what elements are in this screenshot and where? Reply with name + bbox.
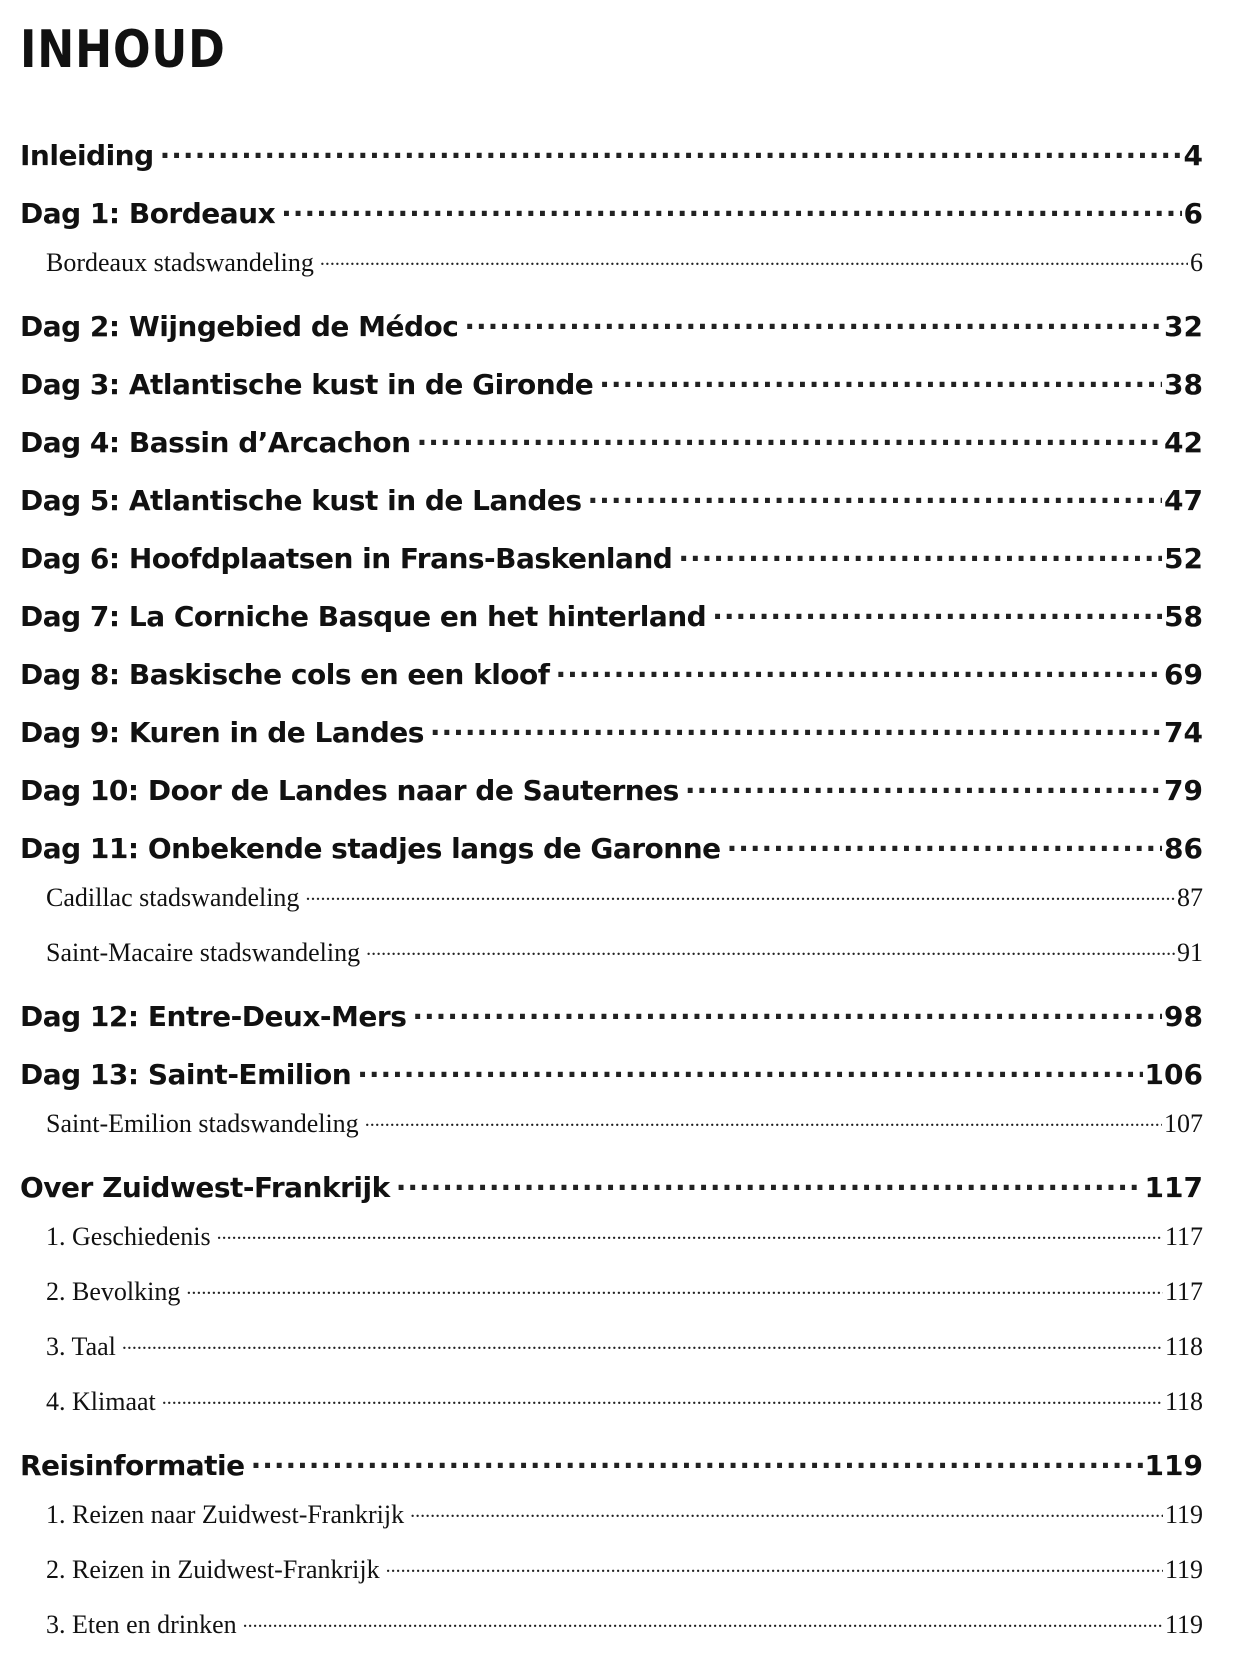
toc-entry-label: Dag 1: Bordeaux: [20, 197, 276, 230]
toc-subentry-taal[interactable]: [20, 1332, 1203, 1387]
toc-entry-reisinformatie[interactable]: [20, 1442, 1203, 1500]
toc-page-number: 119: [1144, 1449, 1203, 1482]
toc-entry-dag-5[interactable]: [20, 477, 1203, 535]
dot-leader: [243, 1610, 1163, 1633]
toc-entry-label: Dag 11: Onbekende stadjes langs de Garonne: [20, 832, 721, 865]
toc-page-number: 119: [1164, 1555, 1203, 1584]
table-of-contents: [20, 132, 1203, 1665]
toc-subentry-saint-macaire-stadswandeling[interactable]: [20, 938, 1203, 993]
toc-entry-label: Over Zuidwest-Frankrijk: [20, 1171, 390, 1204]
toc-entry-inleiding[interactable]: [20, 132, 1203, 190]
toc-entry-label: 3. Taal: [46, 1332, 116, 1361]
dot-leader: [678, 535, 1162, 568]
dot-leader: [160, 132, 1182, 165]
toc-page-number: 98: [1164, 1000, 1203, 1033]
dot-leader: [685, 767, 1162, 800]
toc-subentry-geschiedenis[interactable]: [20, 1222, 1203, 1277]
page-title: INHOUD: [20, 20, 226, 80]
toc-entry-label: 4. Klimaat: [46, 1387, 156, 1416]
toc-entry-dag-10[interactable]: [20, 767, 1203, 825]
toc-entry-label: Bordeaux stadswandeling: [46, 248, 314, 277]
toc-subentry-eten-en-drinken[interactable]: [20, 1610, 1203, 1665]
dot-leader: [365, 1109, 1162, 1132]
toc-page-number: 32: [1164, 310, 1203, 343]
toc-page-number: 86: [1164, 832, 1203, 865]
dot-leader: [305, 883, 1175, 906]
dot-leader: [417, 419, 1162, 452]
toc-page-number: 117: [1144, 1171, 1203, 1204]
dot-leader: [122, 1332, 1163, 1355]
toc-entry-label: Saint-Emilion stadswandeling: [46, 1109, 359, 1138]
toc-subentry-bordeaux-stadswandeling[interactable]: [20, 248, 1203, 303]
toc-entry-dag-12[interactable]: [20, 993, 1203, 1051]
toc-page-number: 6: [1190, 248, 1203, 277]
toc-entry-label: Saint-Macaire stadswandeling: [46, 938, 361, 967]
toc-entry-label: Dag 12: Entre-Deux-Mers: [20, 1000, 407, 1033]
toc-entry-label: Dag 5: Atlantische kust in de Landes: [20, 484, 582, 517]
toc-page-number: 79: [1164, 774, 1203, 807]
toc-entry-label: 2. Bevolking: [46, 1277, 181, 1306]
dot-leader: [162, 1387, 1163, 1410]
toc-entry-over-zuidwest-frankrijk[interactable]: [20, 1164, 1203, 1222]
toc-page-number: 119: [1164, 1610, 1203, 1639]
dot-leader: [366, 938, 1175, 961]
toc-entry-label: Inleiding: [20, 139, 154, 172]
toc-entry-label: Dag 13: Saint-Emilion: [20, 1058, 352, 1091]
toc-entry-dag-13[interactable]: [20, 1051, 1203, 1109]
toc-page-number: 38: [1164, 368, 1203, 401]
toc-page-number: 117: [1164, 1222, 1203, 1251]
dot-leader: [410, 1500, 1163, 1523]
dot-leader: [588, 477, 1162, 510]
toc-entry-label: Reisinformatie: [20, 1449, 245, 1482]
toc-subentry-saint-emilion-stadswandeling[interactable]: [20, 1109, 1203, 1164]
dot-leader: [430, 709, 1162, 742]
toc-entry-label: Dag 3: Atlantische kust in de Gironde: [20, 368, 594, 401]
toc-page-number: 91: [1177, 938, 1203, 967]
toc-entry-label: Dag 8: Baskische cols en een kloof: [20, 658, 550, 691]
toc-page-number: 117: [1164, 1277, 1203, 1306]
dot-leader: [464, 303, 1162, 336]
dot-leader: [357, 1051, 1142, 1084]
toc-entry-dag-3[interactable]: [20, 361, 1203, 419]
toc-page-number: 119: [1164, 1500, 1203, 1529]
toc-entry-dag-2[interactable]: [20, 303, 1203, 361]
toc-subentry-cadillac-stadswandeling[interactable]: [20, 883, 1203, 938]
toc-page-number: 118: [1164, 1332, 1203, 1361]
toc-page-number: 69: [1164, 658, 1203, 691]
toc-subentry-reizen-naar[interactable]: [20, 1500, 1203, 1555]
toc-page-number: 87: [1177, 883, 1203, 912]
dot-leader: [396, 1164, 1143, 1197]
dot-leader: [599, 361, 1162, 394]
toc-subentry-klimaat[interactable]: [20, 1387, 1203, 1442]
dot-leader: [555, 651, 1162, 684]
toc-entry-label: 2. Reizen in Zuidwest-Frankrijk: [46, 1555, 380, 1584]
toc-page-number: 47: [1164, 484, 1203, 517]
toc-entry-dag-4[interactable]: [20, 419, 1203, 477]
toc-page-number: 58: [1164, 600, 1203, 633]
toc-entry-label: Dag 6: Hoofdplaatsen in Frans-Baskenland: [20, 542, 673, 575]
toc-entry-label: Dag 10: Door de Landes naar de Sauternes: [20, 774, 679, 807]
dot-leader: [727, 825, 1162, 858]
dot-leader: [712, 593, 1162, 626]
toc-entry-dag-9[interactable]: [20, 709, 1203, 767]
toc-entry-label: 1. Geschiedenis: [46, 1222, 211, 1251]
toc-entry-label: Dag 9: Kuren in de Landes: [20, 716, 424, 749]
dot-leader: [386, 1555, 1163, 1578]
toc-subentry-bevolking[interactable]: [20, 1277, 1203, 1332]
toc-entry-dag-6[interactable]: [20, 535, 1203, 593]
toc-entry-label: Cadillac stadswandeling: [46, 883, 300, 912]
toc-page-number: 6: [1183, 197, 1203, 230]
toc-page-number: 42: [1164, 426, 1203, 459]
dot-leader: [281, 190, 1181, 223]
toc-entry-dag-1[interactable]: [20, 190, 1203, 248]
dot-leader: [217, 1222, 1163, 1245]
toc-entry-dag-7[interactable]: [20, 593, 1203, 651]
dot-leader: [320, 248, 1188, 271]
toc-entry-label: Dag 4: Bassin d’Arcachon: [20, 426, 411, 459]
toc-entry-label: Dag 7: La Corniche Basque en het hinterland: [20, 600, 707, 633]
toc-page-number: 4: [1183, 139, 1203, 172]
toc-page-number: 52: [1164, 542, 1203, 575]
toc-entry-label: 3. Eten en drinken: [46, 1610, 237, 1639]
toc-page-number: 74: [1164, 716, 1203, 749]
toc-entry-label: 1. Reizen naar Zuidwest-Frankrijk: [46, 1500, 405, 1529]
dot-leader: [186, 1277, 1163, 1300]
toc-subentry-reizen-in[interactable]: [20, 1555, 1203, 1610]
dot-leader: [251, 1442, 1143, 1475]
toc-entry-dag-8[interactable]: [20, 651, 1203, 709]
dot-leader: [412, 993, 1162, 1026]
toc-page-number: 107: [1164, 1109, 1203, 1138]
toc-entry-label: Dag 2: Wijngebied de Médoc: [20, 310, 459, 343]
toc-page-number: 106: [1144, 1058, 1203, 1091]
toc-page-number: 118: [1164, 1387, 1203, 1416]
toc-entry-dag-11[interactable]: [20, 825, 1203, 883]
